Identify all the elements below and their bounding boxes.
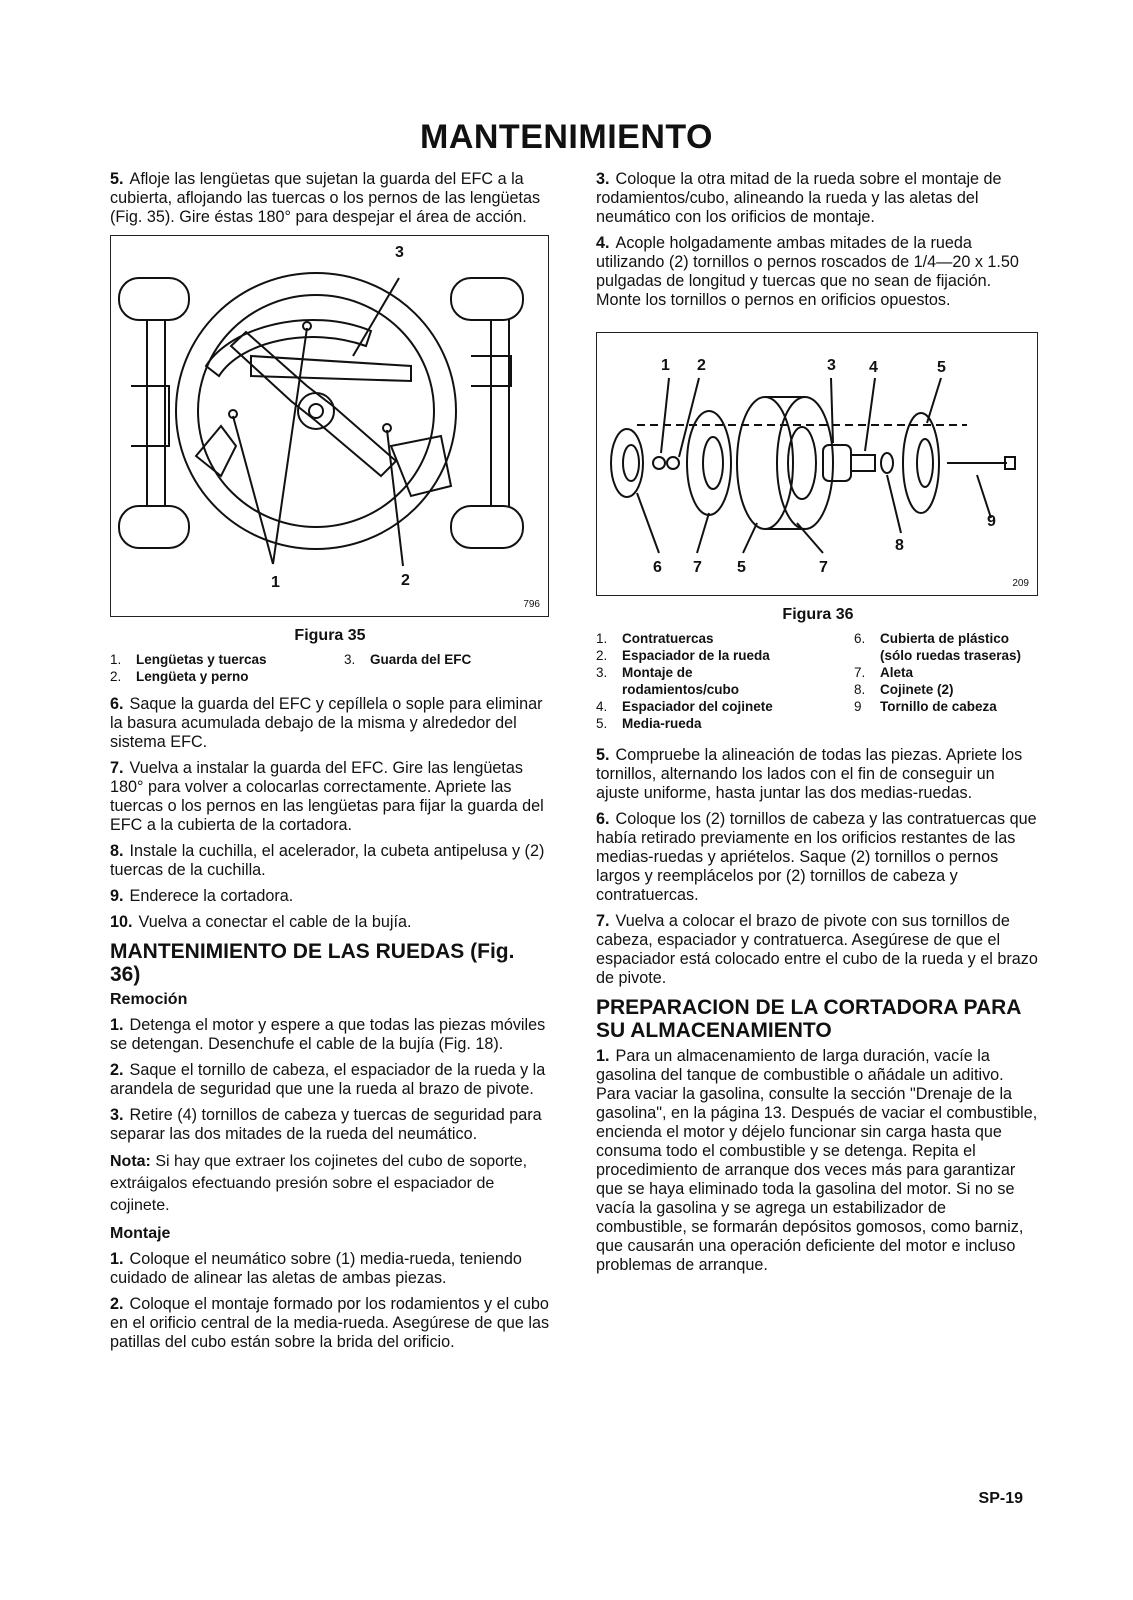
figure-36	[596, 332, 1038, 596]
callout-3: 3	[395, 244, 404, 261]
storage-step-1: 1. Para un almacenamiento de larga duración, vacíe la gasolina del tanque de combustible o añádale un aditivo. Para vaciar la gasolina, consulte la sección "Drenaje de la gasolina", en la página 13. Después de vaciar el combustible, encienda el motor y déjelo funcionar sin carga hasta que consuma todo el combustible y se detenga. Repita el procedimiento de arranque dos veces más para garantizar que se haya eliminado toda la gasolina del motor. Si no se vacía la gasolina y se agrega un estabilizador de combustible, se formarán depósitos gomosos, como barniz, que causarán una operación deficiente del motor e incluso problemas de arranque.	[596, 1047, 1038, 1274]
figure-35-caption: Figura 35	[294, 627, 366, 644]
step-6-right: 6. Coloque los (2) tornillos de cabeza y las contratuercas que había retirado previamente en los orificios restantes de las medias-ruedas y apriételos. Saque (2) tornillos o pernos largos y reemplácelos por (2) tornillos de cabeza y contratuercas.	[596, 810, 1037, 904]
assembly-step-1: 1. Coloque el neumático sobre (1) media-rueda, teniendo cuidado de alinear las aletas de ambas piezas.	[110, 1250, 522, 1287]
step-8-left: 8. Instale la cuchilla, el acelerador, la cubeta antipelusa y (2) tuercas de la cuchilla.	[110, 842, 545, 879]
figure-35-legend: 1. Lengüetas y tuercas 3. Guarda del EFC 2. Lengüeta y perno	[110, 652, 472, 684]
step-5-right: 5. Compruebe la alineación de todas las piezas. Apriete los tornillos, alternando los lados con el fin de conseguir un ajuste uniforme, hasta juntar las dos medias-ruedas.	[596, 746, 1023, 802]
page-title: MANTENIMIENTO	[420, 118, 713, 156]
callout-5-bottom: 5	[737, 559, 746, 576]
callout-6: 6	[653, 559, 662, 576]
assembly-step-2: 2. Coloque el montaje formado por los rodamientos y el cubo en el orificio central de la media-rueda. Asegúrese de que las patillas del cubo están sobre la brida del orificio.	[110, 1295, 550, 1351]
callout-1: 1	[661, 357, 670, 374]
callout-3: 3	[827, 357, 836, 374]
figure-code: 796	[523, 599, 540, 610]
callout-7: 7	[693, 559, 702, 576]
figure-36-caption: Figura 36	[782, 606, 854, 623]
removal-step-3: 3. Retire (4) tornillos de cabeza y tuercas de seguridad para separar las dos mitades de la rueda del neumático.	[110, 1106, 542, 1143]
step-10-left: 10. Vuelva a conectar el cable de la bujía.	[110, 913, 412, 931]
step-6-left: 6. Saque la guarda del EFC y cepíllela o sople para eliminar la basura acumulada debajo de la misma y alrededor del sistema EFC.	[110, 695, 543, 751]
step-4-right: 4. Acople holgadamente ambas mitades de la rueda utilizando (2) tornillos o pernos roscados de 1/4—20 x 1.50 pulgadas de longitud y tuercas que no sean de fijación. Monte los tornillos o pernos en orificios opuestos.	[596, 234, 1019, 309]
storage-heading: PREPARACION DE LA CORTADORA PARA SU ALMACENAMIENTO	[596, 996, 1021, 1042]
figure-code: 209	[1012, 578, 1029, 589]
figure-35	[110, 235, 549, 617]
mower-deck-illustration	[111, 236, 548, 616]
wheel-maintenance-heading: MANTENIMIENTO DE LAS RUEDAS (Fig. 36)	[110, 940, 515, 986]
callout-4: 4	[869, 359, 878, 376]
left-column	[110, 170, 550, 1359]
removal-heading: Remoción	[110, 991, 188, 1008]
callout-8: 8	[895, 537, 904, 554]
assembly-heading: Montaje	[110, 1225, 171, 1242]
right-column	[596, 170, 1040, 1282]
step-7-left: 7. Vuelva a instalar la guarda del EFC. Gire las lengüetas 180° para volver a colocarlas correctamente. Apriete las tuercas o los pernos en las lengüetas para fijar la guarda del EFC a la cubierta de la cortadora.	[110, 759, 544, 834]
callout-9: 9	[987, 513, 996, 530]
removal-step-1: 1. Detenga el motor y espere a que todas las piezas móviles se detengan. Desenchufe el cable de la bujía (Fig. 18).	[110, 1016, 546, 1053]
step-7-right: 7. Vuelva a colocar el brazo de pivote con sus tornillos de cabeza, espaciador y contratuerca. Asegúrese de que el espaciador está colocado entre el cubo de la rueda y el brazo de pivote.	[596, 912, 1038, 987]
step-9-left: 9. Enderece la cortadora.	[110, 887, 294, 905]
note: Nota: Si hay que extraer los cojinetes del cubo de soporte, extráigalos efectuando presión sobre el espaciador de cojinete.	[110, 1153, 528, 1214]
removal-step-2: 2. Saque el tornillo de cabeza, el espaciador de la rueda y la arandela de seguridad que une la rueda al brazo de pivote.	[110, 1061, 546, 1098]
figure-36-legend: 1. Contratuercas 2. Espaciador de la rueda 3. Montaje de rodamientos/cubo 4. Espaciador del cojinete 5. Media-rueda 6. Cubierta de plástico (sólo ruedas traseras) 7. Aleta 8. Cojinete (2) 9 Tornillo de cabeza	[596, 631, 1022, 731]
callout-7-bottom: 7	[819, 559, 828, 576]
callout-5: 5	[937, 359, 946, 376]
callout-2: 2	[697, 357, 706, 374]
page-number: SP-19	[978, 1490, 1023, 1507]
step-5-left: 5. Afloje las lengüetas que sujetan la guarda del EFC a la cubierta, aflojando las tuercas o los pernos de las lengüetas (Fig. 35). Gire éstas 180° para despejar el área de acción.	[110, 170, 541, 226]
callout-1: 1	[271, 574, 280, 591]
step-3-right: 3. Coloque la otra mitad de la rueda sobre el montaje de rodamientos/cubo, alineando la rueda y las aletas del neumático con los orificios de montaje.	[596, 170, 1002, 226]
callout-2: 2	[401, 572, 410, 589]
